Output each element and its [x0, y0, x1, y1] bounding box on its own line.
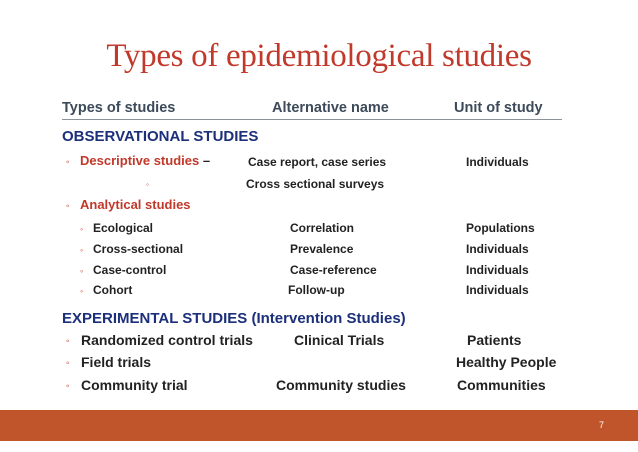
descriptive-dash: –: [199, 153, 211, 168]
experimental-subheading: (Intervention Studies): [251, 310, 406, 327]
bullet-icon: ◦: [66, 336, 70, 347]
analytical-unit: Individuals: [466, 263, 529, 277]
analytical-type: Cross-sectional: [93, 242, 184, 256]
analytical-alt: Case-reference: [290, 263, 377, 277]
analytical-alt: Correlation: [290, 221, 355, 235]
bullet-icon: ◦: [80, 245, 84, 255]
observational-heading: OBSERVATIONAL STUDIES: [62, 128, 259, 145]
slide-title: Types of epidemiological studies: [106, 38, 532, 74]
page-number: 7: [598, 420, 604, 430]
experimental-type: Field trials: [81, 354, 152, 370]
analytical-type: Ecological: [93, 221, 154, 235]
analytical-type: Case-control: [93, 263, 167, 277]
column-header-alt: Alternative name: [272, 100, 389, 116]
analytical-unit: Individuals: [466, 242, 529, 256]
bullet-icon: ◦: [80, 224, 84, 234]
analytical-alt: Follow-up: [288, 283, 345, 297]
analytical-type: Cohort: [93, 283, 133, 297]
experimental-heading: EXPERIMENTAL STUDIES: [62, 310, 248, 327]
bullet-icon: ◦: [66, 157, 70, 168]
analytical-unit: Individuals: [466, 283, 529, 297]
experimental-alt: Clinical Trials: [294, 332, 385, 348]
bullet-icon: ◦: [80, 286, 84, 296]
bullet-icon: ◦: [146, 180, 149, 189]
analytical-label: Analytical studies: [80, 197, 191, 212]
column-header-type: Types of studies: [62, 100, 176, 116]
experimental-unit: Communities: [457, 377, 546, 393]
column-header-unit: Unit of study: [454, 100, 543, 116]
experimental-heading-row: [62, 310, 406, 327]
descriptive-label: Descriptive studies: [80, 153, 200, 168]
experimental-unit: Patients: [467, 332, 522, 348]
descriptive-alt-1: Case report, case series: [248, 155, 387, 169]
experimental-alt: Community studies: [276, 377, 406, 393]
bullet-icon: ◦: [66, 381, 70, 392]
bullet-icon: ◦: [80, 266, 84, 276]
header-divider: [62, 119, 562, 120]
descriptive-row: [80, 153, 210, 168]
footer-bar: [0, 410, 638, 441]
descriptive-alt-2: Cross sectional surveys: [246, 177, 385, 191]
descriptive-unit: Individuals: [466, 155, 529, 169]
bullet-icon: ◦: [66, 358, 70, 369]
bullet-icon: ◦: [66, 201, 70, 212]
analytical-unit: Populations: [466, 221, 535, 235]
experimental-type: Community trial: [81, 377, 188, 393]
experimental-unit: Healthy People: [456, 354, 557, 370]
experimental-type: Randomized control trials: [81, 332, 253, 348]
analytical-alt: Prevalence: [290, 242, 354, 256]
